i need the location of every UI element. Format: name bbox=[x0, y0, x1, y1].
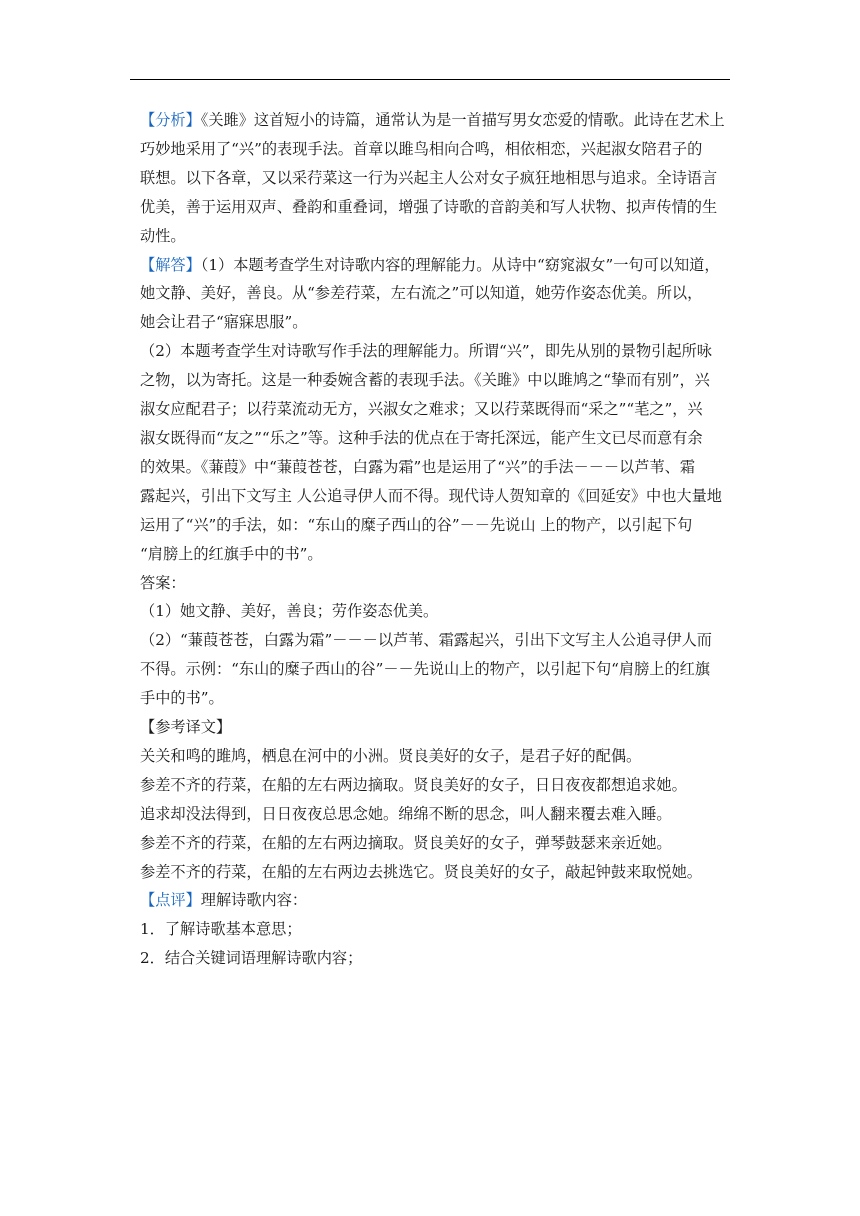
analysis-line-3: 联想。以下各章，又以采荇菜这一行为兴起主人公对女子疯狂地相思与追求。全诗语言 bbox=[140, 168, 718, 187]
solution-section bbox=[140, 251, 730, 569]
analysis-line-1: 【分析】《关雎》这首短小的诗篇，通常认为是一首描写男女恋爱的情歌。此诗在艺术上 bbox=[140, 111, 725, 129]
comment-line-0: 【点评】理解诗歌内容： bbox=[140, 891, 308, 910]
analysis-line-5: 动性。 bbox=[140, 226, 186, 245]
answer-line-3: 不得。示例：“东山的糜子西山的谷”－－先说山上的物产，以引起下句“肩膀上的红旗 bbox=[140, 660, 711, 679]
solution-line-10: 运用了“兴”的手法，如：“东山的糜子西山的谷”－－先说山 上的物产，以引起下句 bbox=[140, 515, 693, 534]
comment-section bbox=[140, 886, 730, 973]
solution-line-9: 露起兴，引出下文写主 人公追寻伊人而不得。现代诗人贺知章的《回延安》中也大量地 bbox=[140, 486, 722, 505]
analysis-label: 【分析】 bbox=[140, 111, 201, 129]
solution-line-2: 她文静、美好，善良。从“参差荇菜，左右流之”可以知道，她劳作姿态优美。所以， bbox=[140, 284, 703, 303]
translation-line-2: 参差不齐的荇菜，在船的左右两边摘取。贤良美好的女子，日日夜夜都想追求她。 bbox=[140, 775, 687, 794]
answer-line-4: 手中的书”。 bbox=[140, 689, 224, 708]
comment-label: 【点评】 bbox=[140, 891, 201, 910]
answer-line-2: （2）“蒹葭苍苍，白露为霜”－－－以芦苇、霜露起兴，引出下文写主人公追寻伊人而 bbox=[140, 631, 712, 650]
solution-line-6: 淑女应配君子；以荇菜流动无方，兴淑女之难求；又以荇菜既得而“采之”“芼之”，兴 bbox=[140, 400, 703, 419]
solution-line-4: （2）本题考查学生对诗歌写作手法的理解能力。所谓“兴”，即先从别的景物引起所咏 bbox=[140, 342, 712, 361]
solution-line-3: 她会让君子“寤寐思服”。 bbox=[140, 313, 308, 332]
translation-section bbox=[140, 713, 730, 886]
translation-heading: 【参考译文】 bbox=[140, 718, 232, 737]
analysis-line-2: 巧妙地采用了“兴”的表现手法。首章以雎鸟相向合鸣，相依相恋，兴起淑女陪君子的 bbox=[140, 139, 703, 158]
solution-line-8: 的效果。《蒹葭》中“蒹葭苍苍，白露为霜”也是运用了“兴”的手法－－－以芦苇、霜 bbox=[140, 457, 696, 476]
translation-line-5: 参差不齐的荇菜，在船的左右两边去挑选它。贤良美好的女子，敲起钟鼓来取悦她。 bbox=[140, 862, 702, 881]
translation-line-4: 参差不齐的荇菜，在船的左右两边摘取。贤良美好的女子，弹琴鼓瑟来亲近她。 bbox=[140, 833, 672, 852]
solution-line-5: 之物，以为寄托。这是一种委婉含蓄的表现手法。《关雎》中以雎鸠之“挚而有别”，兴 bbox=[140, 371, 710, 390]
analysis-line-4: 优美，善于运用双声、叠韵和重叠词，增强了诗歌的音韵美和写人状物、拟声传情的生 bbox=[140, 197, 718, 216]
translation-line-3: 追求却没法得到，日日夜夜总思念她。绵绵不断的思念，叫人翻来覆去难入睡。 bbox=[140, 804, 672, 823]
solution-line-11: “肩膀上的红旗手中的书”。 bbox=[140, 544, 323, 563]
header-rule bbox=[130, 79, 730, 80]
solution-label: 【解答】 bbox=[140, 255, 201, 274]
comment-line-1: 1．了解诗歌基本意思； bbox=[140, 920, 302, 939]
document-body bbox=[140, 106, 730, 973]
translation-line-1: 关关和鸣的雎鸠，栖息在河中的小洲。贤良美好的女子，是君子好的配偶。 bbox=[140, 746, 642, 765]
answer-section bbox=[140, 569, 730, 714]
comment-line-2: 2．结合关键词语理解诗歌内容； bbox=[140, 949, 363, 968]
answer-heading: 答案： bbox=[140, 573, 186, 592]
answer-line-1: （1）她文静、美好，善良；劳作姿态优美。 bbox=[140, 602, 439, 621]
solution-line-7: 淑女既得而“友之”“乐之”等。这种手法的优点在于寄托深远，能产生文已尽而意有余 bbox=[140, 428, 703, 447]
solution-line-1: 【解答】（1）本题考查学生对诗歌内容的理解能力。从诗中“窈窕淑女”一句可以知道， bbox=[140, 255, 720, 274]
analysis-section bbox=[140, 106, 730, 251]
